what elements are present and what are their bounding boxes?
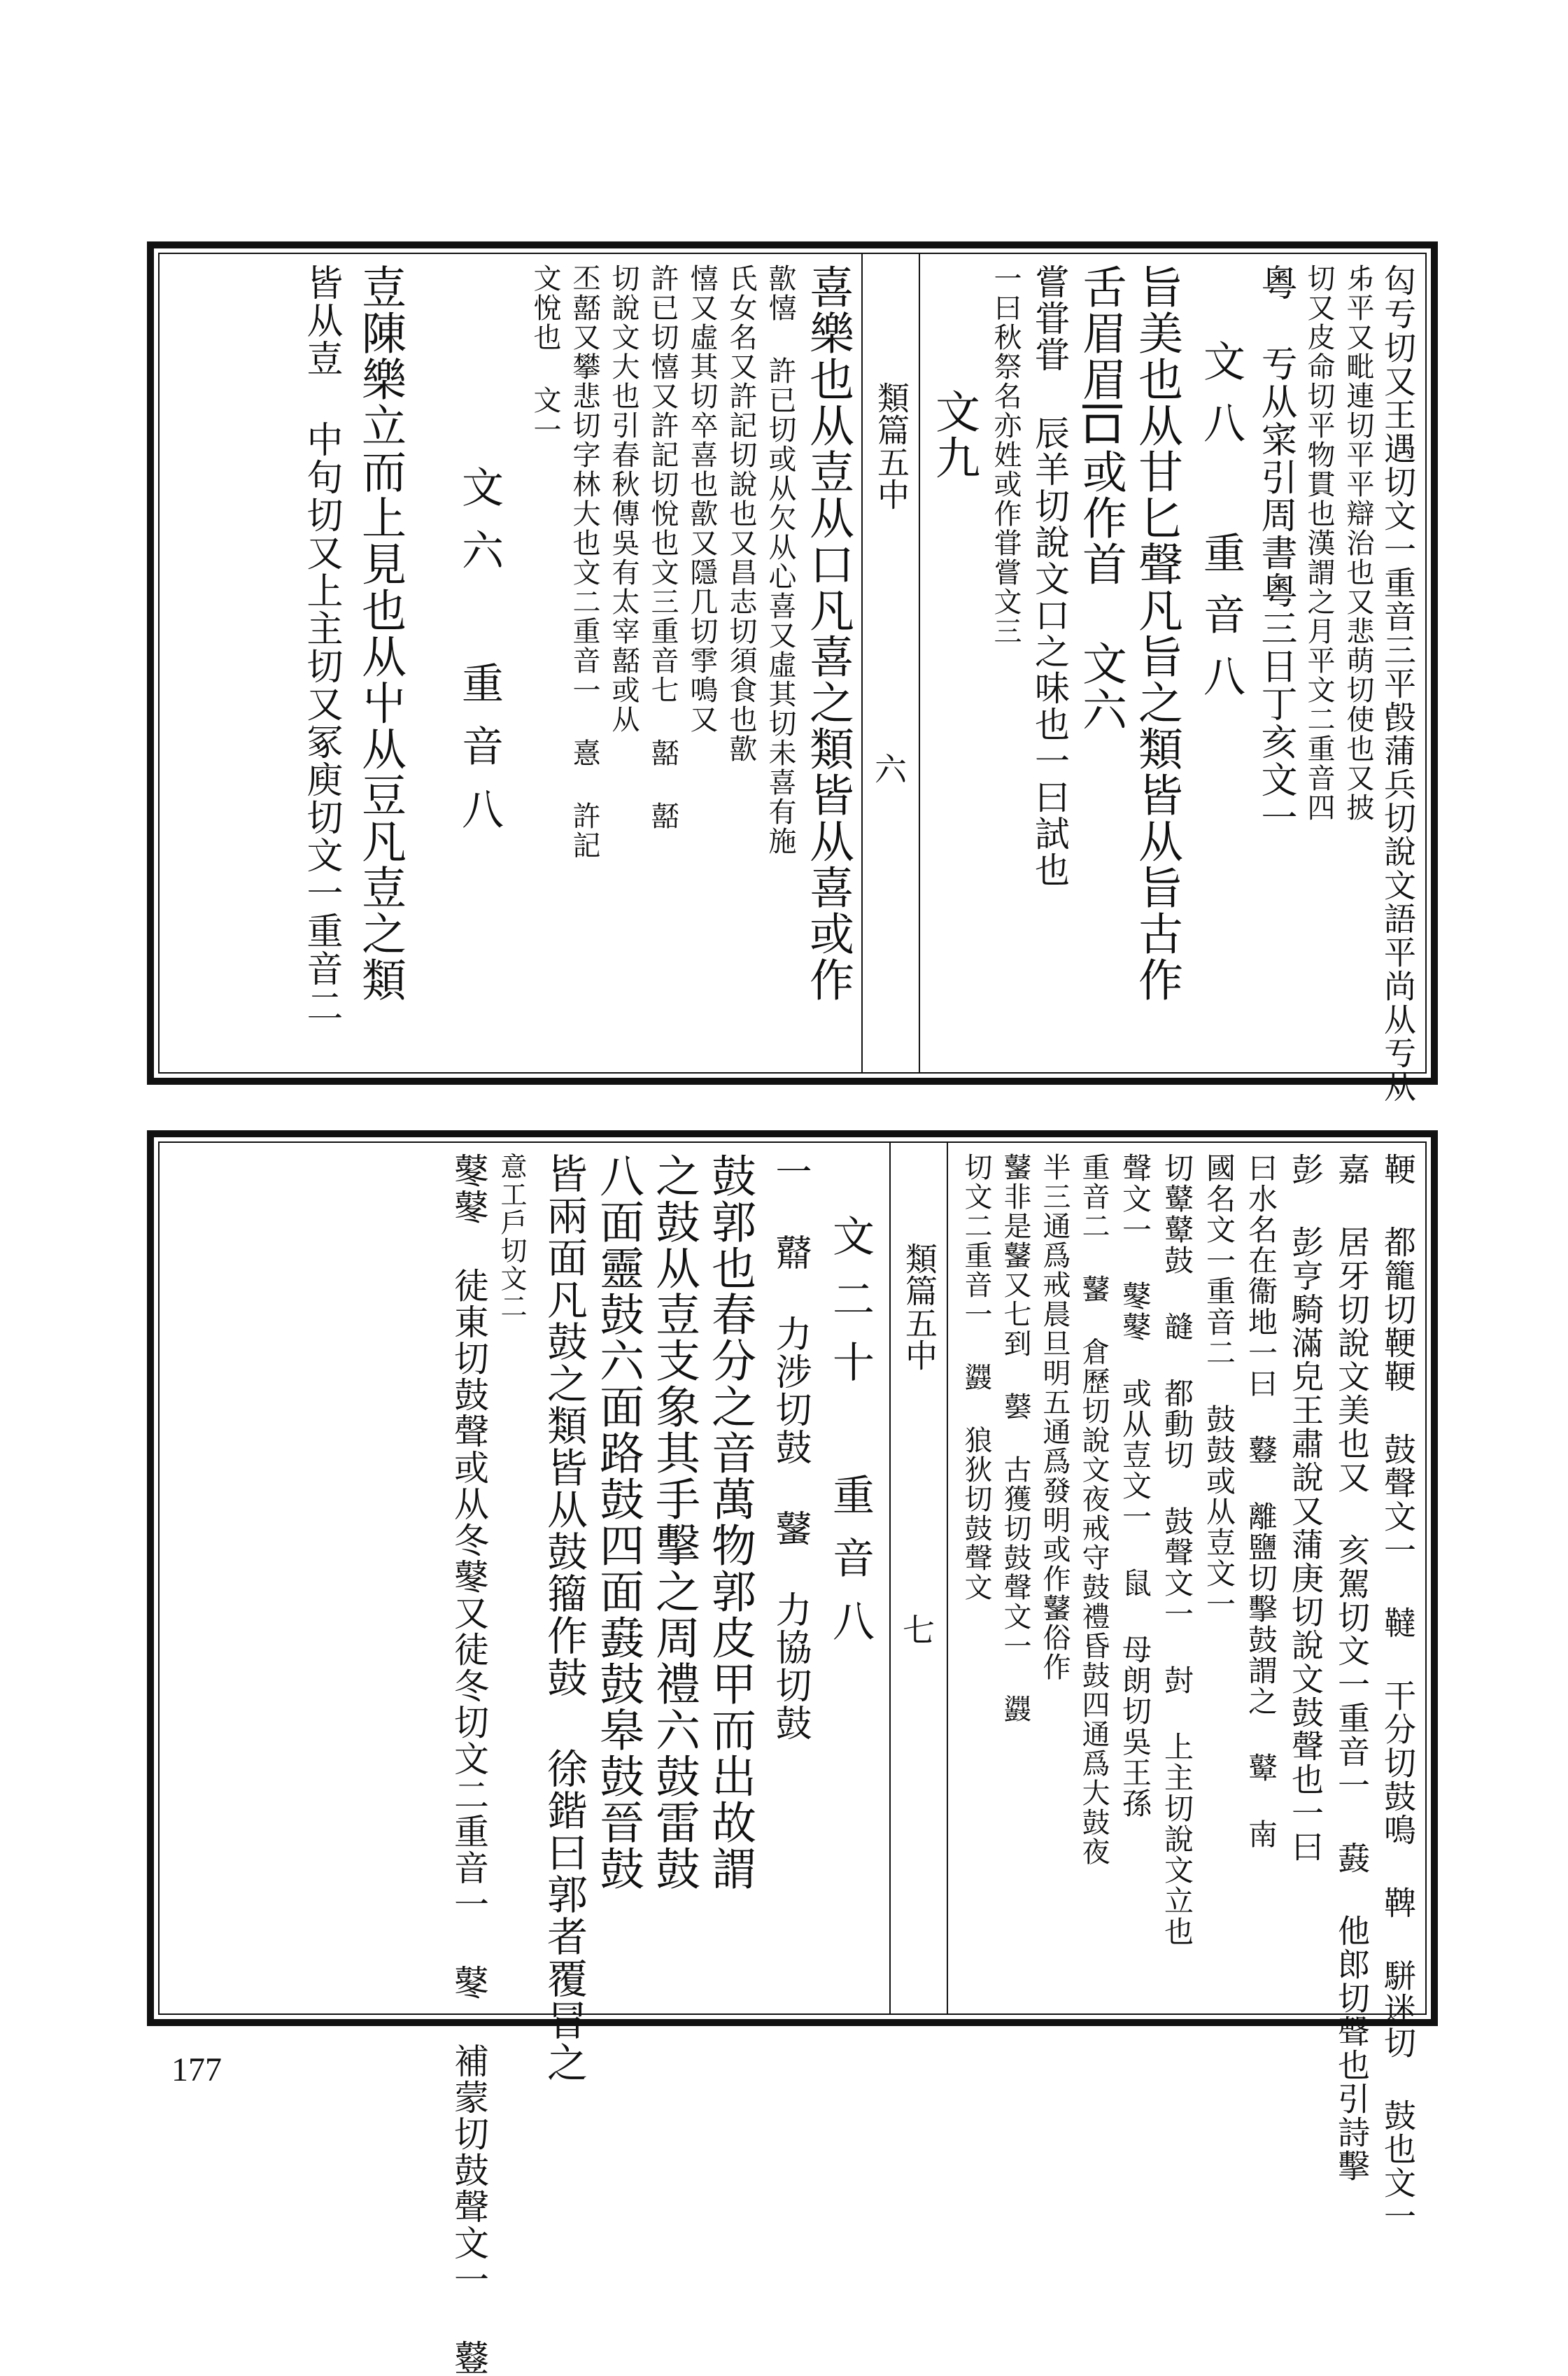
section-summary-1: 文二十 重音八 — [826, 1214, 875, 1662]
text-column-10: 歖憘 許已切或从欠从心喜又虛其切未喜有施 — [764, 264, 796, 856]
center-header-strip — [861, 254, 920, 1072]
text-column-8: 重音二 鼜 倉歷切說文夜戒守鼓禮昏鼓四通爲大鼓夜 — [1078, 1153, 1110, 1867]
text-column-6: 切鼙鼙鼓 韼 都動切 鼓聲文一 尌 上主切說文立也 — [1160, 1153, 1194, 1947]
text-column-2: 𠂔平又毗連切平平辯治也又悲萌切使也又披 — [1342, 264, 1374, 822]
text-column-4: 粵 亐从寀引周書粵三日丁亥文一 — [1255, 264, 1297, 836]
center-header-label: 類篇五中 — [873, 381, 910, 510]
text-column-9: 喜樂也从壴从口凡喜之類皆从喜或作 — [802, 264, 854, 1003]
text-column-16: 文悅也 文一 — [529, 264, 561, 444]
text-column-15: 八面靈鼓六面路鼓四面鼖鼓皋鼓晉鼓 — [592, 1153, 644, 1892]
text-column-1: 鞕 都籠切鞕鞕 鼓聲文一 韃 干分切鼓鳴 鞞 駢迷切 鼓也文一 — [1379, 1153, 1417, 2233]
section-summary-2: 文九 — [928, 388, 980, 481]
section-summary-3: 文六 重音八 — [455, 465, 504, 850]
text-column-11: 氏女名又許記切說也又昌志切須食也歖 — [725, 264, 757, 764]
text-column-9: 半三通爲戒晨旦明五通爲發明或作鼜俗作 — [1038, 1153, 1071, 1682]
text-column-11: 切文二重音一 鼝 狼狄切鼓聲文 — [960, 1153, 992, 1602]
text-column-1: 匃亐切又王遇切文一重音三平㲃蒲兵切說文語平尚从亐从 — [1379, 264, 1417, 1104]
text-column-2: 嘉 居牙切說文美也又 亥駕切文一重音一 鼖 他郎切聲也引詩擊 — [1333, 1153, 1371, 2183]
text-column-7: 聲文一 鼕鼕 或从壴文一 鼠 母朗切吳王孫 — [1118, 1153, 1152, 1819]
text-column-3: 彭 彭亨騎滿皃王肅說又蒲庚切說文鼓聲也一曰 — [1287, 1153, 1325, 1864]
text-column-14: 切說文大也引春秋傳吳有太宰嚭或从 — [607, 264, 640, 734]
text-column-5: 旨美也从甘匕聲凡旨之類皆从旨古作 — [1131, 264, 1182, 1003]
section-summary-1: 文八 重音八 — [1196, 339, 1245, 716]
text-column-12: 一 鼘 力涉切鼓 鼜 力協切鼓 — [769, 1153, 811, 1742]
text-column-13: 鼓郭也春分之音萬物郭皮甲而出故謂 — [704, 1153, 756, 1892]
top-page-panel — [147, 241, 1438, 1104]
text-column-6: 舌眉眉𠮛或作首 文六 — [1075, 264, 1126, 733]
text-column-10: 鼜非是鼜又七到 䵽 古獲切鼓聲文一 鼝 — [999, 1153, 1031, 1724]
text-column-17: 意工戶切文二 — [496, 1153, 527, 1321]
center-folio: 六 — [870, 752, 907, 785]
text-column-13: 許已切憘又許記切悅也文三重音七 嚭 嚭 — [647, 264, 679, 831]
text-column-16: 皆兩面凡鼓之類皆从鼓籀作鼓 徐鍇曰郭者覆冒之 — [540, 1153, 588, 2083]
text-column-14: 之鼓从壴支象其手擊之周禮六鼓雷鼓 — [648, 1153, 700, 1892]
text-column-15: 丕嚭又攀悲切字林大也文二重音一 憙 許記 — [568, 264, 600, 860]
text-column-18: 鼕鼕 徒東切鼓聲或从冬鼕又徒冬切文二重音一 鼕 補蒙切鼓聲文一 鼟 — [448, 1153, 489, 2376]
text-column-5: 國名文一重音二 鼓鼓或从壴文一 — [1202, 1153, 1236, 1619]
text-column-7: 嘗甞甞 辰羊切說文口之味也一曰試也 — [1029, 264, 1070, 888]
text-column-18: 皆从壴 中句切又上主切又冢庾切文一重音二 — [300, 264, 342, 1025]
center-header-label: 類篇五中 — [900, 1242, 938, 1371]
text-column-3: 切又皮命切平物貫也漢謂之月平文二重音四 — [1303, 264, 1335, 822]
text-column-8: 一曰秋祭名亦姓或作甞嘗文三 — [989, 264, 1022, 646]
page-number: 177 — [171, 2051, 222, 2088]
text-column-12: 憘又虛其切卒喜也歖又隱几切𩁹鳴又 — [686, 264, 718, 734]
text-column-4: 曰水名在衞地一曰 鼟 離鹽切擊鼓謂之 鼙 南 — [1244, 1153, 1278, 1850]
center-folio: 七 — [898, 1613, 935, 1645]
text-column-17: 壴陳樂立而上見也从屮从豆凡壴之類 — [354, 264, 406, 1003]
